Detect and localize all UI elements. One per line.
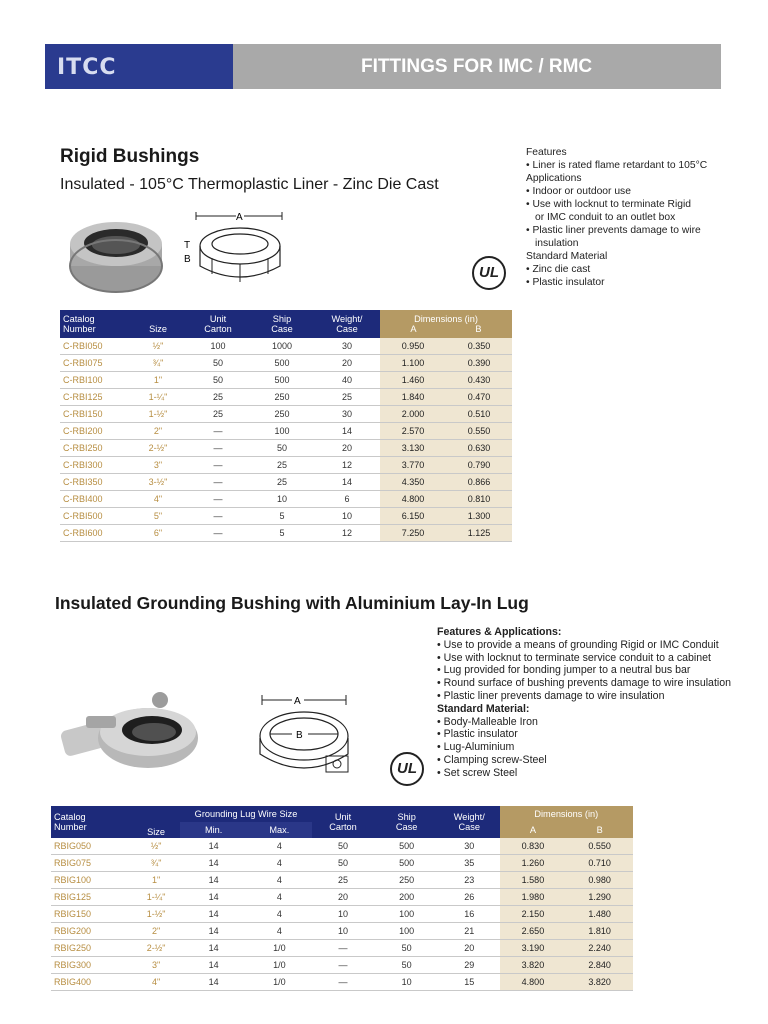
table-cell: — bbox=[186, 508, 250, 525]
table-row bbox=[60, 440, 512, 457]
section1-features bbox=[526, 146, 736, 289]
table-cell: 2.000 bbox=[380, 406, 446, 423]
table-cell: 50 bbox=[374, 957, 439, 974]
table-cell: ¾" bbox=[132, 855, 181, 872]
table-cell: 4" bbox=[130, 491, 186, 508]
table-cell: 2-½" bbox=[132, 940, 181, 957]
table-cell: 15 bbox=[439, 974, 500, 991]
table-cell: 21 bbox=[439, 923, 500, 940]
table-cell: 50 bbox=[312, 855, 375, 872]
feature-bullet: • Plastic insulator bbox=[437, 728, 518, 741]
drawing-label-b: B bbox=[184, 254, 191, 265]
table-cell: 30 bbox=[314, 338, 380, 355]
table-cell: 2.570 bbox=[380, 423, 446, 440]
table-cell: 20 bbox=[439, 940, 500, 957]
feature-bullet: • Indoor or outdoor use bbox=[526, 186, 631, 197]
rigid-bushing-drawing bbox=[182, 206, 286, 286]
table-cell: 5 bbox=[250, 508, 314, 525]
table-cell: 500 bbox=[250, 355, 314, 372]
table-cell: ½" bbox=[130, 338, 186, 355]
table-cell: 6.150 bbox=[380, 508, 446, 525]
feature-bullet: • Plastic liner prevents damage to wire insulation bbox=[437, 689, 665, 702]
feature-bullet: • Use to provide a means of grounding Rigid or IMC Conduit bbox=[437, 638, 719, 651]
table-row bbox=[60, 406, 512, 423]
table-cell: 12 bbox=[314, 457, 380, 474]
table-cell: C-RBI500 bbox=[60, 508, 130, 525]
table-cell: — bbox=[186, 457, 250, 474]
table-cell: 1" bbox=[132, 872, 181, 889]
table-cell: 12 bbox=[314, 525, 380, 542]
table-cell: — bbox=[186, 474, 250, 491]
table-cell: RBIG250 bbox=[51, 940, 132, 957]
rigid-bushing-photo bbox=[64, 214, 168, 296]
table-cell: 14 bbox=[180, 906, 247, 923]
table-cell: 1-¼" bbox=[130, 389, 186, 406]
table-cell: 50 bbox=[186, 355, 250, 372]
table-cell: 0.790 bbox=[446, 457, 512, 474]
feature-bullet: • Lug provided for bonding jumper to a neutral bus bar bbox=[437, 664, 691, 677]
table-cell: 1.580 bbox=[500, 872, 567, 889]
col2-dimensions: Dimensions (in) bbox=[500, 806, 633, 822]
table-cell: 500 bbox=[374, 855, 439, 872]
table-cell: 0.950 bbox=[380, 338, 446, 355]
feature-bullet: • Plastic insulator bbox=[526, 277, 605, 288]
table-cell: RBIG050 bbox=[51, 838, 132, 855]
table-cell: 1-¼" bbox=[132, 889, 181, 906]
table-cell: 1-½" bbox=[132, 906, 181, 923]
table-cell: 1.840 bbox=[380, 389, 446, 406]
table-cell: 1.300 bbox=[446, 508, 512, 525]
grounding-bushing-photo bbox=[56, 686, 206, 776]
table-cell: — bbox=[312, 957, 375, 974]
table-cell: C-RBI200 bbox=[60, 423, 130, 440]
table-row bbox=[60, 423, 512, 440]
table-cell: 100 bbox=[250, 423, 314, 440]
table-cell: 20 bbox=[314, 355, 380, 372]
feature-bullet: • Zinc die cast bbox=[526, 264, 591, 275]
col-size: Size bbox=[130, 310, 186, 338]
section1-title: Rigid Bushings bbox=[60, 146, 200, 167]
feature-bullet: • Set screw Steel bbox=[437, 766, 518, 779]
section1-subtitle: Insulated - 105°C Thermoplastic Liner - Zinc Die Cast bbox=[60, 176, 439, 193]
feature-cont: insulation bbox=[535, 238, 579, 249]
table-cell: 3-½" bbox=[130, 474, 186, 491]
table-cell: 14 bbox=[180, 957, 247, 974]
table-cell: 20 bbox=[314, 440, 380, 457]
table-cell: 14 bbox=[180, 940, 247, 957]
table-cell: 0.430 bbox=[446, 372, 512, 389]
col-ship-case: Ship Case bbox=[250, 310, 314, 338]
table-cell: C-RBI300 bbox=[60, 457, 130, 474]
table-cell: 14 bbox=[180, 838, 247, 855]
table-row bbox=[51, 974, 633, 991]
table-cell: — bbox=[312, 940, 375, 957]
table-cell: 0.980 bbox=[566, 872, 633, 889]
table-cell: 50 bbox=[312, 838, 375, 855]
col-unit-carton: Unit Carton bbox=[186, 310, 250, 338]
table-cell: 2-½" bbox=[130, 440, 186, 457]
table-cell: 4 bbox=[247, 923, 312, 940]
col2-unit-carton: Unit Carton bbox=[312, 806, 375, 838]
table-cell: 100 bbox=[186, 338, 250, 355]
table-cell: 4.350 bbox=[380, 474, 446, 491]
ul-listed-icon-2: UL bbox=[390, 752, 424, 786]
table-cell: — bbox=[186, 423, 250, 440]
table-cell: 1.810 bbox=[566, 923, 633, 940]
page-title: FITTINGS FOR IMC / RMC bbox=[361, 56, 593, 77]
ul-listed-icon: UL bbox=[472, 256, 506, 290]
table-cell: 6" bbox=[130, 525, 186, 542]
table-row bbox=[51, 838, 633, 855]
table-cell: 3.130 bbox=[380, 440, 446, 457]
col2-min: Min. bbox=[180, 822, 247, 838]
col-weight-case: Weight/ Case bbox=[314, 310, 380, 338]
table-cell: RBIG075 bbox=[51, 855, 132, 872]
table-cell: 14 bbox=[314, 423, 380, 440]
table-cell: 4 bbox=[247, 838, 312, 855]
feature-title: Features & Applications: bbox=[437, 626, 562, 638]
col2-dim-b: B bbox=[566, 822, 633, 838]
table-cell: 5" bbox=[130, 508, 186, 525]
col-dimensions: Dimensions (in) A B bbox=[380, 310, 512, 338]
table-cell: 200 bbox=[374, 889, 439, 906]
table-cell: RBIG100 bbox=[51, 872, 132, 889]
table-cell: 1.125 bbox=[446, 525, 512, 542]
table-cell: 0.350 bbox=[446, 338, 512, 355]
grounding-bushing-drawing bbox=[248, 690, 358, 790]
table-cell: 0.550 bbox=[566, 838, 633, 855]
table-cell: 4 bbox=[247, 872, 312, 889]
table-cell: 3.820 bbox=[566, 974, 633, 991]
table-cell: 14 bbox=[180, 855, 247, 872]
table-cell: 1-½" bbox=[130, 406, 186, 423]
table-cell: — bbox=[186, 440, 250, 457]
feature-bullet: • Lug-Aluminium bbox=[437, 741, 515, 754]
feature-bullet: • Use with locknut to terminate Rigid bbox=[526, 199, 691, 210]
table-cell: 1/0 bbox=[247, 957, 312, 974]
table-row bbox=[60, 372, 512, 389]
table-cell: 250 bbox=[374, 872, 439, 889]
table-cell: 250 bbox=[250, 406, 314, 423]
feature-bullet: • Use with locknut to terminate service conduit to a cabinet bbox=[437, 651, 711, 664]
table-row bbox=[51, 889, 633, 906]
rigid-bushings-table bbox=[60, 310, 512, 542]
table-cell: 0.510 bbox=[446, 406, 512, 423]
table-cell: 25 bbox=[312, 872, 375, 889]
table-cell: RBIG400 bbox=[51, 974, 132, 991]
table-cell: 1.980 bbox=[500, 889, 567, 906]
table-cell: C-RBI100 bbox=[60, 372, 130, 389]
table-row bbox=[51, 855, 633, 872]
section2-title: Insulated Grounding Bushing with Aluminium Lay-In Lug bbox=[55, 593, 529, 613]
table-cell: 3.190 bbox=[500, 940, 567, 957]
table-cell: 1.100 bbox=[380, 355, 446, 372]
table-cell: C-RBI600 bbox=[60, 525, 130, 542]
table-cell: C-RBI400 bbox=[60, 491, 130, 508]
table-cell: 10 bbox=[312, 923, 375, 940]
table-cell: 4" bbox=[132, 974, 181, 991]
table-cell: 4 bbox=[247, 889, 312, 906]
table-cell: 25 bbox=[250, 457, 314, 474]
table-cell: 14 bbox=[180, 872, 247, 889]
drawing2-label-a: A bbox=[294, 696, 301, 707]
feature-title: Standard Material bbox=[526, 251, 608, 262]
table-cell: 1.290 bbox=[566, 889, 633, 906]
table-cell: — bbox=[186, 491, 250, 508]
col-catalog: Catalog Number bbox=[60, 310, 130, 338]
table-cell: 0.550 bbox=[446, 423, 512, 440]
table-cell: — bbox=[186, 525, 250, 542]
feature-bullet: • Body-Malleable Iron bbox=[437, 715, 538, 728]
table-row bbox=[51, 906, 633, 923]
table-cell: 4 bbox=[247, 855, 312, 872]
table-cell: 10 bbox=[374, 974, 439, 991]
table-cell: 50 bbox=[186, 372, 250, 389]
table-row bbox=[60, 355, 512, 372]
table-cell: 2" bbox=[132, 923, 181, 940]
table-cell: 1" bbox=[130, 372, 186, 389]
col2-catalog: Catalog Number bbox=[51, 806, 132, 838]
table-cell: 0.830 bbox=[500, 838, 567, 855]
table-cell: RBIG150 bbox=[51, 906, 132, 923]
feature-bullet: • Liner is rated flame retardant to 105°C bbox=[526, 160, 708, 171]
feature-title: Features bbox=[526, 147, 567, 158]
feature-bullet: • Round surface of bushing prevents damage to wire insulation bbox=[437, 677, 732, 690]
feature-cont: or IMC conduit to an outlet box bbox=[535, 212, 676, 223]
col2-dim-a: A bbox=[500, 822, 567, 838]
table-row bbox=[60, 474, 512, 491]
page-title-bar bbox=[233, 44, 721, 89]
table-cell: C-RBI250 bbox=[60, 440, 130, 457]
table-cell: 25 bbox=[186, 406, 250, 423]
table-cell: 3.770 bbox=[380, 457, 446, 474]
col2-lug: Grounding Lug Wire Size bbox=[180, 806, 311, 822]
table-cell: 2.240 bbox=[566, 940, 633, 957]
table-cell: 1.260 bbox=[500, 855, 567, 872]
feature-bullet: • Plastic liner prevents damage to wire bbox=[526, 225, 701, 236]
table-row bbox=[60, 338, 512, 355]
table-cell: — bbox=[312, 974, 375, 991]
table-cell: 500 bbox=[250, 372, 314, 389]
table-cell: 3" bbox=[132, 957, 181, 974]
table-cell: 500 bbox=[374, 838, 439, 855]
brand-logo-text: ITCC bbox=[57, 55, 117, 80]
drawing-label-a: A bbox=[236, 212, 243, 223]
table-cell: 25 bbox=[250, 474, 314, 491]
table-cell: 3" bbox=[130, 457, 186, 474]
table-cell: 2" bbox=[130, 423, 186, 440]
table-cell: 0.390 bbox=[446, 355, 512, 372]
grounding-bushing-table bbox=[51, 806, 633, 991]
drawing2-label-b: B bbox=[296, 730, 303, 741]
table-row bbox=[60, 389, 512, 406]
table-row bbox=[60, 491, 512, 508]
col2-weight-case: Weight/ Case bbox=[439, 806, 500, 838]
table-cell: C-RBI075 bbox=[60, 355, 130, 372]
table-cell: 20 bbox=[312, 889, 375, 906]
table-cell: 0.470 bbox=[446, 389, 512, 406]
table-row bbox=[51, 872, 633, 889]
table-cell: 100 bbox=[374, 923, 439, 940]
table-cell: 30 bbox=[439, 838, 500, 855]
table-row bbox=[51, 940, 633, 957]
table-cell: 25 bbox=[314, 389, 380, 406]
table-cell: 100 bbox=[374, 906, 439, 923]
table-cell: C-RBI350 bbox=[60, 474, 130, 491]
section2-features bbox=[437, 626, 737, 780]
table-cell: 1.460 bbox=[380, 372, 446, 389]
table-cell: 0.810 bbox=[446, 491, 512, 508]
table-cell: 1.480 bbox=[566, 906, 633, 923]
table-cell: RBIG200 bbox=[51, 923, 132, 940]
table-cell: 3.820 bbox=[500, 957, 567, 974]
feature-title: Applications bbox=[526, 173, 582, 184]
table-cell: 50 bbox=[374, 940, 439, 957]
table-cell: 4 bbox=[247, 906, 312, 923]
table-cell: 5 bbox=[250, 525, 314, 542]
table-cell: 14 bbox=[180, 923, 247, 940]
table-cell: 50 bbox=[250, 440, 314, 457]
col2-ship-case: Ship Case bbox=[374, 806, 439, 838]
table-cell: 0.710 bbox=[566, 855, 633, 872]
table-cell: 6 bbox=[314, 491, 380, 508]
table-cell: 14 bbox=[314, 474, 380, 491]
table-cell: 2.840 bbox=[566, 957, 633, 974]
table-cell: 250 bbox=[250, 389, 314, 406]
table-row bbox=[51, 923, 633, 940]
table-row bbox=[60, 525, 512, 542]
table-cell: 2.650 bbox=[500, 923, 567, 940]
table-cell: 14 bbox=[180, 974, 247, 991]
col2-max: Max. bbox=[247, 822, 312, 838]
table-cell: ¾" bbox=[130, 355, 186, 372]
table-cell: 10 bbox=[312, 906, 375, 923]
table-cell: C-RBI150 bbox=[60, 406, 130, 423]
table-cell: 35 bbox=[439, 855, 500, 872]
table-row bbox=[51, 957, 633, 974]
table-cell: 23 bbox=[439, 872, 500, 889]
table-cell: 2.150 bbox=[500, 906, 567, 923]
table-cell: 4.800 bbox=[500, 974, 567, 991]
feature-title: Standard Material: bbox=[437, 702, 530, 715]
table-cell: 1/0 bbox=[247, 974, 312, 991]
table-cell: C-RBI125 bbox=[60, 389, 130, 406]
feature-bullet: • Clamping screw-Steel bbox=[437, 753, 547, 766]
table-cell: 10 bbox=[250, 491, 314, 508]
table-cell: 29 bbox=[439, 957, 500, 974]
brand-logo bbox=[45, 44, 233, 89]
table-cell: 16 bbox=[439, 906, 500, 923]
table-cell: 4.800 bbox=[380, 491, 446, 508]
table-cell: 14 bbox=[180, 889, 247, 906]
drawing-label-t: T bbox=[184, 240, 191, 251]
table-cell: RBIG300 bbox=[51, 957, 132, 974]
table-cell: 10 bbox=[314, 508, 380, 525]
table-cell: C-RBI050 bbox=[60, 338, 130, 355]
table-row bbox=[60, 508, 512, 525]
table-cell: 1000 bbox=[250, 338, 314, 355]
table-cell: 1/0 bbox=[247, 940, 312, 957]
table-cell: 25 bbox=[186, 389, 250, 406]
table-cell: 7.250 bbox=[380, 525, 446, 542]
table-cell: 40 bbox=[314, 372, 380, 389]
table-cell: RBIG125 bbox=[51, 889, 132, 906]
table-cell: ½" bbox=[132, 838, 181, 855]
table-cell: 0.630 bbox=[446, 440, 512, 457]
col2-size: Size bbox=[132, 806, 181, 838]
table-cell: 26 bbox=[439, 889, 500, 906]
table-cell: 0.866 bbox=[446, 474, 512, 491]
table-cell: 30 bbox=[314, 406, 380, 423]
table-row bbox=[60, 457, 512, 474]
